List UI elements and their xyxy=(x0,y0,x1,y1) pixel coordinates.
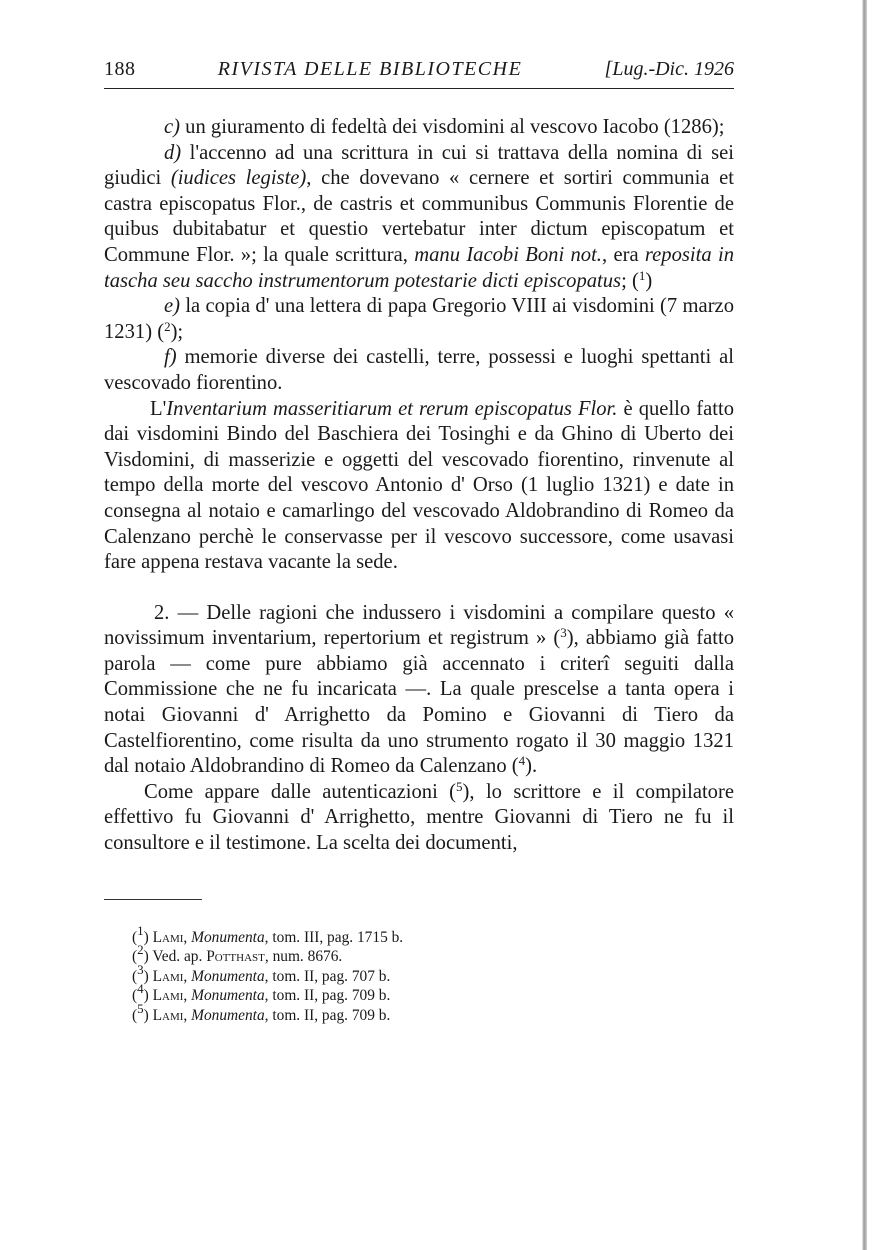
paragraph-e xyxy=(104,294,734,345)
paragraph-text: l'accenno ad una scrittura in cui si trattava della nomina di sei giudici xyxy=(104,141,734,190)
page-number: 188 xyxy=(104,58,136,80)
paragraph-text: L' xyxy=(150,397,167,420)
footnote-work: Monumenta xyxy=(191,1007,265,1024)
paragraph-f xyxy=(104,345,734,396)
footnote-3: ($^3$) Lami, Monumenta, tom. II, pag. 707 b. xyxy=(132,961,391,985)
footnote-number: 4 xyxy=(137,981,144,997)
footnote-author: Lami xyxy=(152,1007,184,1024)
footnote-ref: 4 xyxy=(518,753,526,769)
footnote-work: Monumenta xyxy=(191,967,265,985)
footnote-ref-text: , tom. II, pag. 709 b. xyxy=(264,1007,391,1024)
italic-phrase: manu Iacobi Boni not. xyxy=(414,243,602,266)
item-letter: e) xyxy=(164,295,180,318)
italic-phrase: Inventarium masseritiarum et rerum episcopatus Flor. xyxy=(166,397,618,420)
paragraph-text: la copia d' una lettera di papa Gregorio VIII ai visdomini (7 marzo 1231) ( xyxy=(104,295,734,343)
paragraph-section-2 xyxy=(104,601,734,780)
footnote-work: Monumenta xyxy=(191,987,265,1005)
footnote-ref-text: , tom. II, pag. 707 b. xyxy=(264,967,391,985)
footnote-1: ($^1$) Lami, Monumenta, tom. III, pag. 1715 b. xyxy=(132,922,404,946)
journal-title: RIVISTA DELLE BIBLIOTECHE xyxy=(217,58,523,80)
footnotes xyxy=(104,922,734,1026)
paragraph-text: ; ( xyxy=(621,269,639,292)
footnote-ref: 3 xyxy=(560,625,567,641)
footnote-ref: 2 xyxy=(164,318,171,334)
issue-period: [Lug.-Dic. 1926 xyxy=(604,58,734,80)
footnote-ref-text: , tom. II, pag. 709 b. xyxy=(264,987,391,1005)
footnote-number: 2 xyxy=(137,942,144,958)
italic-phrase: (iudices legiste) xyxy=(170,167,307,190)
footnote-4: ($^4$) Lami, Monumenta, tom. II, pag. 709 b. xyxy=(132,981,391,1005)
footnote-author: Ved. ap. xyxy=(152,948,207,966)
footnote-number: 1 xyxy=(137,922,144,938)
footnote-divider xyxy=(104,899,202,900)
paragraph-text: memorie diverse dei castelli, terre, possessi e luoghi spettanti al vescovado fiorentino. xyxy=(104,346,734,394)
paragraph-text: ), abbiamo già fatto parola — come pure abbiamo già accennato i criterî seguiti dalla Commissione che ne fu incaricata —. La quale prescelse a tanta opera i notai Giovanni d' Arrighetto da Pomino e Giovanni di Tiero da Castelfiorentino, come risulta da uno strumento rogato il 30 maggio 1321 dal notaio Aldobrandino di Romeo da Calenzano ( xyxy=(104,627,734,778)
item-letter: f) xyxy=(164,346,177,369)
paragraph-inventarium xyxy=(104,397,734,576)
paragraph-autenticazioni xyxy=(104,780,734,857)
footnote-number: 5 xyxy=(137,1001,144,1016)
paragraph-text: ) xyxy=(645,269,653,292)
body-text xyxy=(104,115,734,857)
italic-phrase: reposita in tascha seu saccho instrumentorum potestarie dicti episcopatus xyxy=(104,243,735,292)
footnote-5: ($^5$) Lami, Monumenta, tom. II, pag. 709 b. xyxy=(132,1001,391,1024)
paragraph-text: è quello fatto dai visdomini Bindo del Baschiera dei Tosinghi e da Ghino di Uberto dei Visdomini, di masserizie e oggetti del vescovado fiorentino, rinvenute al tempo della morte del vescovo Antonio d' Orso (1 luglio 1321) e date in consegna al notaio e camarlingo del vescovado Aldobrandino di Romeo da Calenzano perchè le conservasse per il vescovo successore, come usavasi fare appena restava vacante la sede. xyxy=(104,397,734,574)
footnote-ref: 5 xyxy=(456,778,463,794)
paragraph-text: ); xyxy=(170,320,184,343)
item-letter: c) xyxy=(164,116,180,138)
paragraph-text: un giuramento di fedeltà dei visdomini al vescovo Iacobo (1286); xyxy=(180,116,725,138)
running-header xyxy=(104,58,734,89)
item-letter: d) xyxy=(164,141,182,164)
paragraph-d xyxy=(104,141,734,295)
footnote-number: 3 xyxy=(137,961,144,977)
footnote-2: ($^2$) Ved. ap. Potthast, num. 8676. xyxy=(132,942,343,966)
footnote-author: Potthast xyxy=(206,948,265,966)
footnote-ref-text: , num. 8676. xyxy=(264,948,343,966)
footnote-ref: 1 xyxy=(638,267,646,283)
footnote-author: Lami xyxy=(152,967,184,985)
footnote-author: Lami xyxy=(152,928,184,946)
scan-edge xyxy=(862,0,867,1250)
footnote-ref-text: , tom. III, pag. 1715 b. xyxy=(264,928,404,946)
paragraph-text: Come appare dalle autenticazioni ( xyxy=(144,780,457,803)
paragraph-text: ). xyxy=(525,755,538,778)
paragraph-text: 2. — Delle ragioni che indussero i visdomini a compilare questo « novissimum inventarium, repertorium et registrum » ( xyxy=(104,601,734,650)
paragraph-c xyxy=(104,115,734,141)
paragraph-text: ), lo scrittore e il compilatore effettivo fu Giovanni d' Arrighetto, mentre Giovanni di Tiero ne fu il consultore e il testimone. La scelta dei documenti, xyxy=(104,780,734,855)
footnote-work: Monumenta xyxy=(191,928,265,946)
page xyxy=(104,58,734,1026)
paragraph-text: , che dovevano « cernere et sortiri communia et castra episcopatus Flor., de castris et communibus Communis Florentie de quibus dubitabatur et questio vertebatur inter dictum episcopatum et Commune Flor. »; la quale scrittura, xyxy=(104,167,734,266)
paragraph-text: , era xyxy=(601,243,645,266)
footnote-author: Lami xyxy=(152,987,184,1005)
